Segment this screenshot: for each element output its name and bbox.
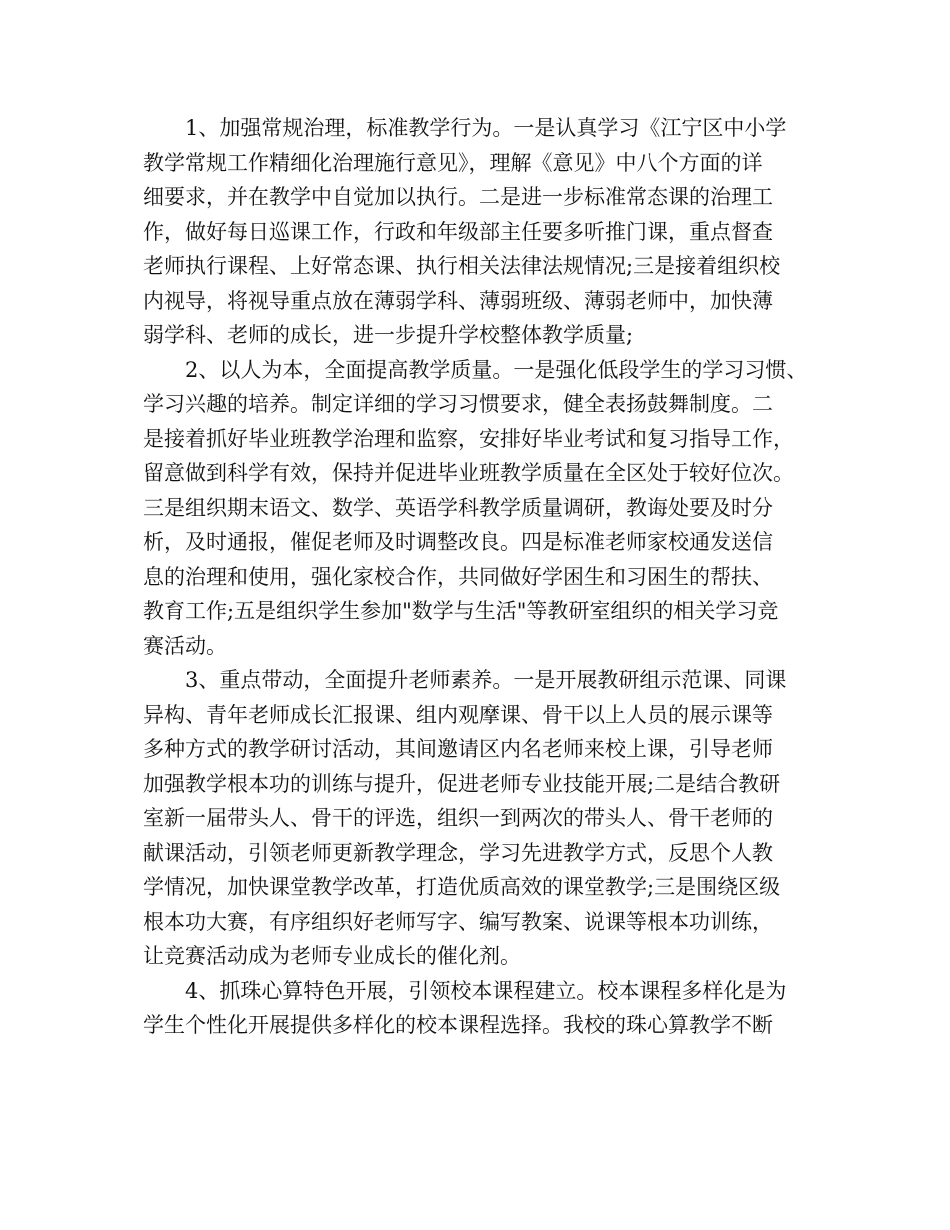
paragraph-line: 学生个性化开展提供多样化的校本课程选择。我校的珠心算教学不断 [143, 1013, 773, 1037]
paragraph-line: 加强教学根本功的训练与提升，促进老师专业技能开展;二是结合教研 [143, 771, 781, 796]
paragraph-line: 献课活动，引领老师更新教学理念，学习先进教学方式，反思个人教 [143, 840, 773, 865]
paragraph-line: 让竞赛活动成为老师专业成长的催化剂。 [143, 944, 521, 968]
paragraph-line: 学情况，加快课堂教学改革，打造优质高效的课堂教学;三是围绕区级 [143, 875, 781, 899]
document-body [143, 111, 807, 1043]
paragraph-line: 作，做好每日巡课工作，行政和年级部主任要多听推门课，重点督查 [143, 219, 773, 244]
paragraph-line: 异构、青年老师成长汇报课、组内观摩课、骨干以上人员的展示课等 [143, 702, 773, 727]
paragraph-line: 细要求，并在教学中自觉加以执行。二是进一步标准常态课的治理工 [143, 185, 773, 209]
paragraph-first-line: 1、加强常规治理，标准教学行为。一是认真学习《江宁区中小学 [185, 116, 787, 140]
paragraph-line: 三是组织期末语文、数学、英语学科教学质量调研，教诲处要及时分 [143, 495, 773, 520]
paragraph-first-line: 2、以人为本，全面提高教学质量。一是强化低段学生的学习习惯、 [185, 357, 807, 382]
paragraph-line: 赛活动。 [143, 633, 227, 658]
paragraph-first-line: 3、重点带动，全面提升老师素养。一是开展教研组示范课、同课 [185, 668, 787, 692]
paragraph-line: 室新一届带头人、骨干的评选，组织一到两次的带头人、骨干老师的 [143, 806, 773, 830]
paragraph-first-line: 4、抓珠心算特色开展，引领校本课程建立。校本课程多样化是为 [185, 978, 787, 1003]
paragraph-line: 老师执行课程、上好常态课、执行相关法律法规情况;三是接着组织校 [143, 254, 781, 278]
paragraph-line: 教学常规工作精细化治理施行意见》，理解《意见》中八个方面的详 [143, 150, 763, 175]
paragraph-line: 留意做到科学有效，保持并促进毕业班教学质量在全区处于较好位次。 [143, 461, 794, 485]
paragraph-line: 根本功大赛，有序组织好老师写字、编写教案、说课等根本功训练， [143, 909, 773, 934]
paragraph-line: 内视导，将视导重点放在薄弱学科、薄弱班级、薄弱老师中，加快薄 [143, 288, 773, 313]
paragraph-line: 教育工作;五是组织学生参加"数学与生活"等教研室组织的相关学习竞 [143, 599, 779, 623]
paragraph-line: 多种方式的教学研讨活动，其间邀请区内名老师来校上课，引导老师 [143, 737, 773, 761]
paragraph-line: 学习兴趣的培养。制定详细的学习习惯要求，健全表扬鼓舞制度。二 [143, 392, 773, 416]
paragraph-line: 析，及时通报，催促老师及时调整改良。四是标准老师家校通发送信 [143, 530, 773, 554]
paragraph-line: 息的治理和使用，强化家校合作，共同做好学困生和习困生的帮扶、 [143, 564, 773, 589]
paragraph-line: 弱学科、老师的成长，进一步提升学校整体教学质量; [143, 323, 634, 347]
paragraph-line: 是接着抓好毕业班教学治理和监察，安排好毕业考试和复习指导工作， [143, 426, 794, 451]
